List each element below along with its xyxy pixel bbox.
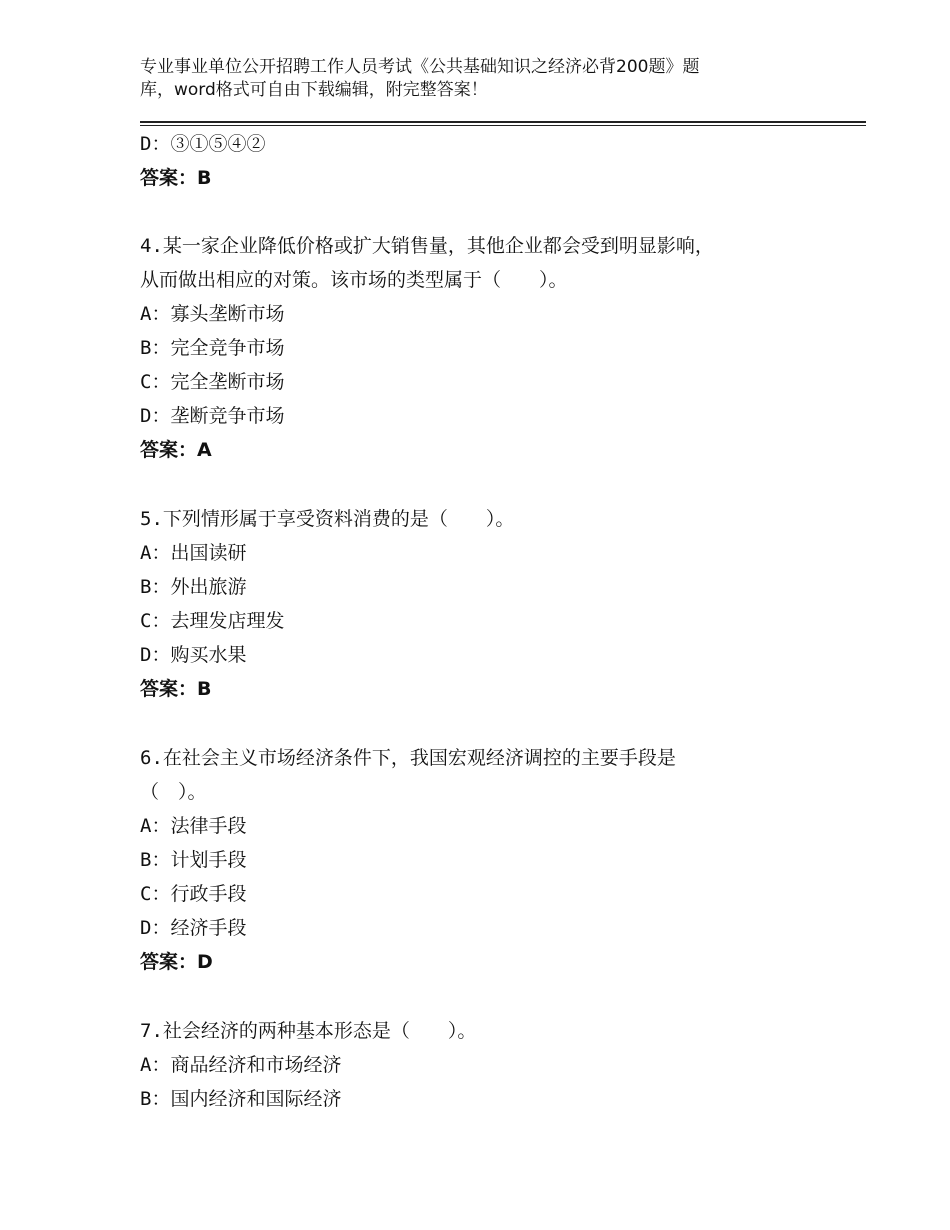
q6-option-c: C：行政手段: [140, 883, 247, 905]
document-header: [140, 56, 820, 102]
q5-answer: 答案：B: [140, 678, 212, 700]
q6-stem-line-2: （ ）。: [140, 781, 207, 803]
q7-option-b: B：国内经济和国际经济: [140, 1088, 342, 1110]
header-line-2: 库，word格式可自由下载编辑，附完整答案！: [140, 80, 488, 100]
q5-option-b: B：外出旅游: [140, 576, 247, 598]
q7-option-a: A：商品经济和市场经济: [140, 1054, 342, 1076]
q4-option-a: A：寡头垄断市场: [140, 303, 285, 325]
q5-option-c: C：去理发店理发: [140, 610, 285, 632]
q4-stem-line-2: 从而做出相应的对策。该市场的类型属于（ ）。: [140, 269, 568, 291]
q4-answer: 答案：A: [140, 439, 212, 461]
q4-option-b: B：完全竞争市场: [140, 337, 285, 359]
header-line-1: 专业事业单位公开招聘工作人员考试《公共基础知识之经济必背200题》题: [140, 57, 700, 77]
q6-option-a: A：法律手段: [140, 815, 247, 837]
q3-answer: 答案：B: [140, 167, 212, 189]
q5-option-d: D：购买水果: [140, 644, 247, 666]
q3-option-d: D：③①⑤④②: [140, 133, 266, 155]
header-rule-thin: [140, 125, 866, 126]
q5-stem-line-1: 5.下列情形属于享受资料消费的是（ ）。: [140, 508, 515, 530]
q4-option-d: D：垄断竞争市场: [140, 405, 285, 427]
q4-stem-line-1: 4.某一家企业降低价格或扩大销售量，其他企业都会受到明显影响，: [140, 235, 714, 257]
q6-stem-line-1: 6.在社会主义市场经济条件下，我国宏观经济调控的主要手段是: [140, 747, 676, 769]
q7-stem-line-1: 7.社会经济的两种基本形态是（ ）。: [140, 1020, 477, 1042]
header-rule-thick: [140, 121, 866, 123]
q4-option-c: C：完全垄断市场: [140, 371, 285, 393]
q5-option-a: A：出国读研: [140, 542, 247, 564]
q6-answer: 答案：D: [140, 951, 213, 973]
q6-option-b: B：计划手段: [140, 849, 247, 871]
q6-option-d: D：经济手段: [140, 917, 247, 939]
